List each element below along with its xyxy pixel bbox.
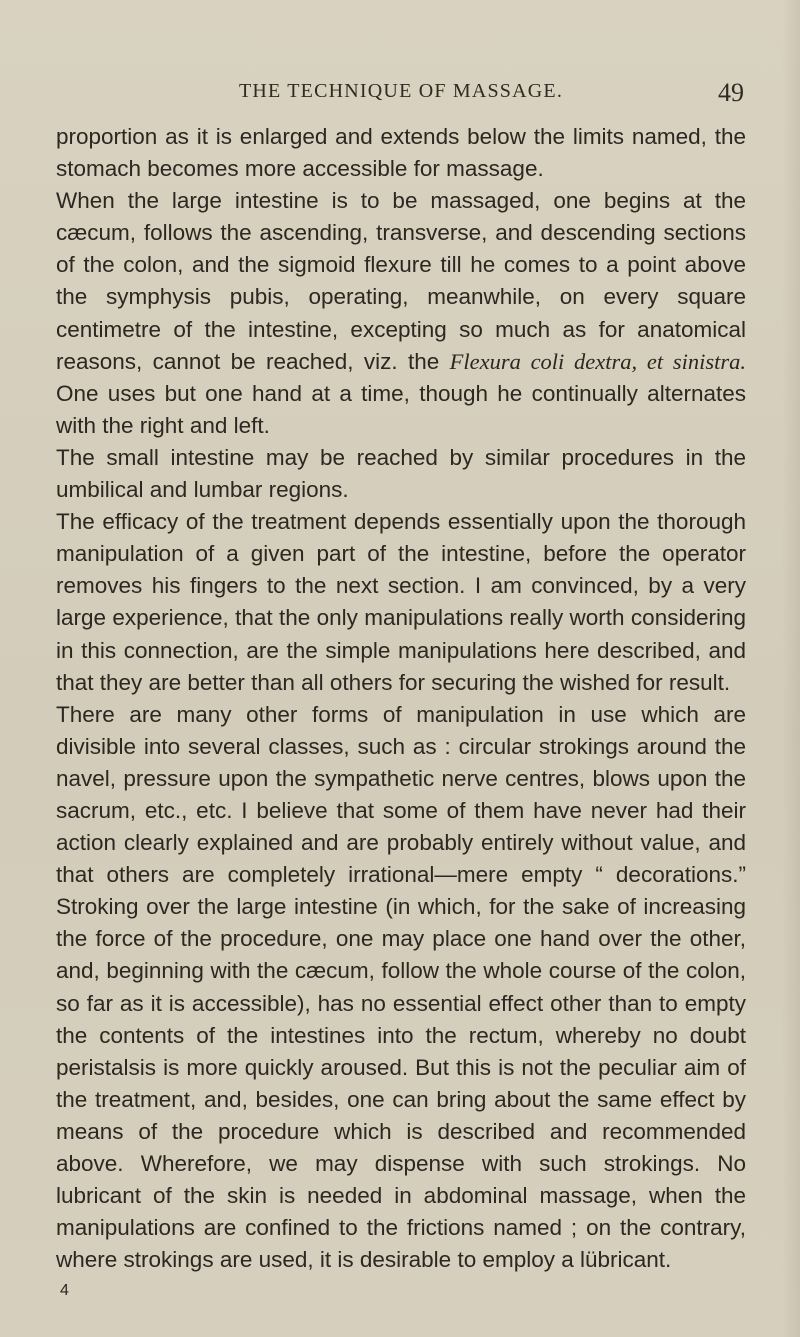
paragraph-text: There are many other forms of manipulation in use which are divisible into several classes, such as : circular strokings around the navel, pressure upon the sympathetic nerve centres, blows upon the sacrum, etc., etc. I believe that some of them have never had their action clearly explained and are probably entirely without value, and that others are completely irrational—mere empty “ decorations.” Stroking over the large intestine (in which, for the sake of increasing the force of the procedure, one may place one hand over the other, and, beginning with the cæcum, follow the whole course of the colon, so far as it is accessible), has no essential effect other than to empty the contents of the intestines into the rectum, whereby no doubt peristalsis is more quickly aroused. But this is not the peculiar aim of the treatment, and, besides, one can bring about the same effect by means of the procedure which is described and recommended above. Wherefore, we may dispense with such strokings. No lubricant of the skin is needed in abdominal massage, when the manipulations are confined to the frictions named ; on the contrary, where strokings are used, it is desirable to employ a lübricant. (56, 701, 746, 1273)
page-number: 49 (718, 78, 744, 107)
signature-mark: 4 (60, 1282, 69, 1299)
body-text (56, 121, 746, 1276)
running-head (56, 78, 746, 108)
paragraph (56, 121, 746, 185)
paragraph-text: proportion as it is enlarged and extends below the limits named, the stomach becomes more accessible for massage. (56, 124, 746, 182)
paragraph (56, 185, 746, 442)
page-edge-shadow (782, 0, 800, 1337)
paragraph-text: When the large intestine is to be massaged, one begins at the cæcum, follows the ascending, transverse, and descending sections of the colon, and the sigmoid flexure till he comes to a point above the symphysis pubis, operating, meanwhile, on every square centimetre of the intestine, excepting so much as for anatomical reasons, cannot be reached, viz. the (56, 188, 746, 374)
paragraph (56, 442, 746, 506)
paragraph (56, 506, 746, 699)
paragraph (56, 699, 746, 1277)
running-title: THE TECHNIQUE OF MASSAGE. (238, 80, 564, 102)
latin-term: Flexura coli dextra, et sinistra. (449, 348, 746, 374)
paragraph-text: The efficacy of the treatment depends essentially upon the thorough manipulation of a given part of the intestine, before the operator removes his fingers to the next section. I am convinced, by a very large experience, that the only manipulations really worth considering in this connection, are the simple manipulations here described, and that they are better than all others for securing the wished for result. (56, 509, 746, 695)
paragraph-text: One uses but one hand at a time, though he continually alternates with the right and left. (56, 380, 746, 438)
paragraph-text: The small intestine may be reached by similar procedures in the umbilical and lumbar regions. (56, 444, 746, 503)
